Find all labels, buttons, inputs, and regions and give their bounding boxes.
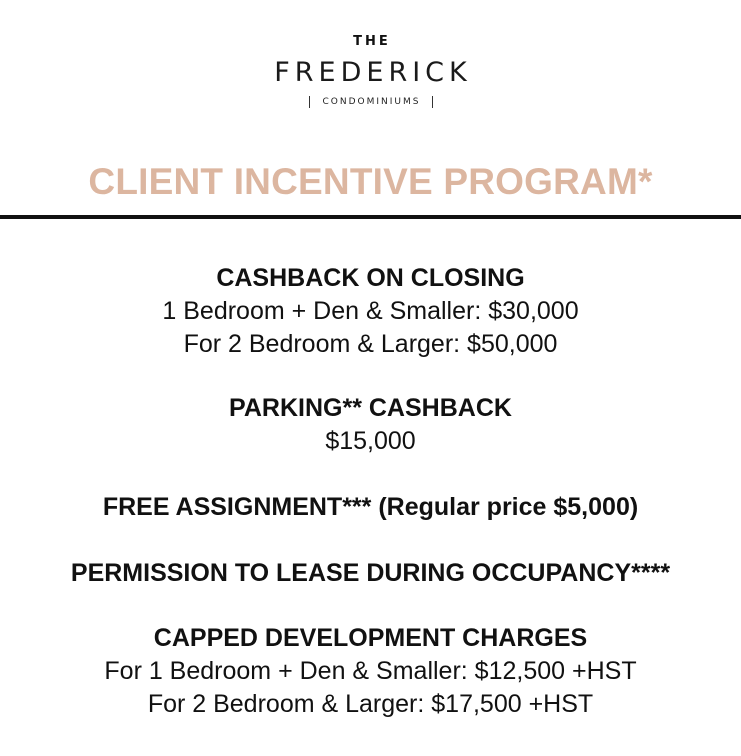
- logo-the-text: THE: [353, 34, 391, 49]
- section-heading: PARKING** CASHBACK: [229, 394, 512, 422]
- logo-subtitle-text: CONDOMINIUMS: [322, 97, 421, 107]
- section-heading: FREE ASSIGNMENT*** (Regular price $5,000): [102, 493, 639, 521]
- logo-divider-left: [309, 96, 310, 108]
- logo-subtitle-row: [0, 95, 741, 109]
- program-title: CLIENT INCENTIVE PROGRAM*: [88, 161, 653, 202]
- parking-cashback-section: [0, 392, 741, 458]
- logo-name-text: FREDERICK: [274, 57, 472, 88]
- section-line: $15,000: [325, 427, 416, 455]
- section-line: For 2 Bedroom & Larger: $17,500 +HST: [147, 690, 594, 718]
- cashback-on-closing-section: [0, 262, 741, 361]
- section-line: For 1 Bedroom + Den & Smaller: $12,500 +HST: [104, 657, 637, 685]
- frederick-logo: [0, 34, 741, 109]
- capped-development-charges-section: [0, 622, 741, 721]
- logo-divider-right: [432, 96, 433, 108]
- title-divider: [0, 215, 741, 219]
- section-heading: CAPPED DEVELOPMENT CHARGES: [153, 624, 588, 652]
- lease-permission-section: [0, 557, 741, 590]
- section-heading: PERMISSION TO LEASE DURING OCCUPANCY****: [70, 559, 671, 587]
- incentive-list: [0, 262, 741, 721]
- section-heading: CASHBACK ON CLOSING: [216, 264, 525, 292]
- section-line: For 2 Bedroom & Larger: $50,000: [183, 330, 558, 358]
- section-line: 1 Bedroom + Den & Smaller: $30,000: [162, 297, 579, 325]
- free-assignment-section: [0, 491, 741, 524]
